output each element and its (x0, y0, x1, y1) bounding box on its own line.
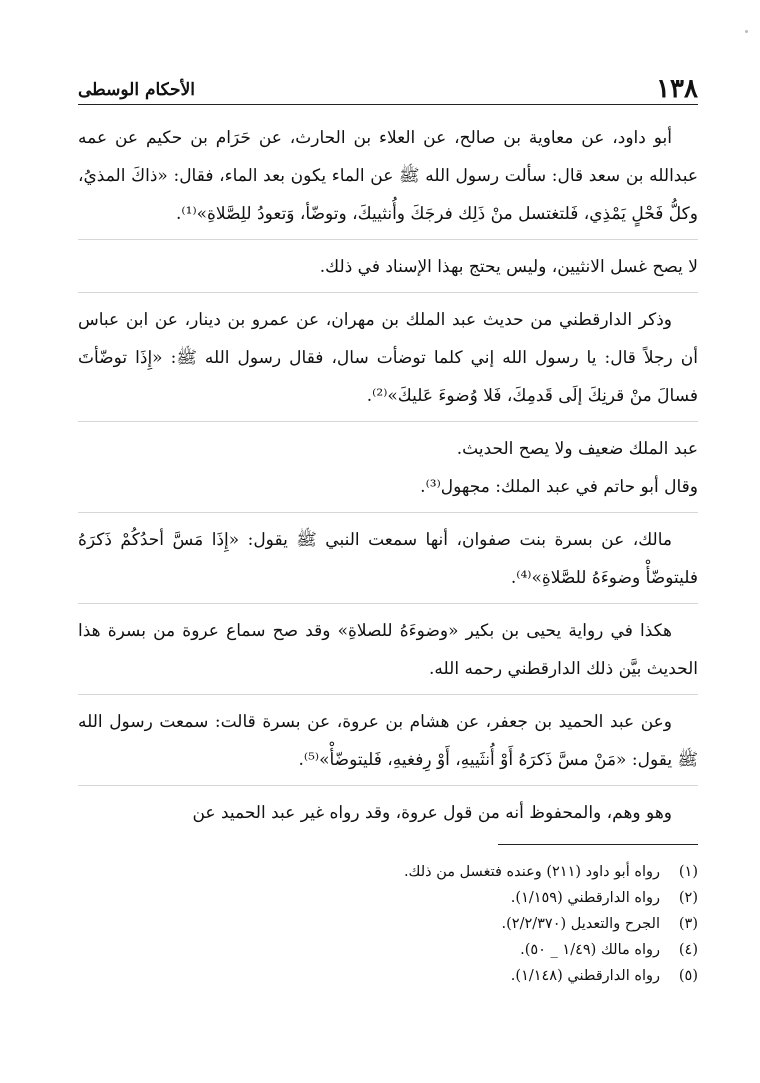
paragraph-divider (78, 421, 698, 422)
footnote-rule (498, 844, 698, 845)
footnote-text: الجرح والتعديل (٢/٢/٣٧٠). (501, 916, 660, 932)
scan-speck (745, 30, 748, 33)
paragraph-divider (78, 239, 698, 240)
footnote-text: رواه مالك (١/٤٩ _ ٥٠). (520, 942, 660, 958)
paragraph-divider (78, 512, 698, 513)
footnote-number: (١) (678, 864, 698, 880)
footnote-number: (٣) (678, 916, 698, 932)
paragraph: هكذا في رواية يحيى بن بكير «وضوءَهُ للصلاةِ» وقد صح سماع عروة من بسرة هذا الحديث بيَّن ذلك الدارقطني رحمه الله. (78, 621, 698, 679)
paragraph: عبد الملك ضعيف ولا يصح الحديث. (456, 439, 698, 459)
footnotes (78, 859, 698, 989)
page-header (78, 66, 698, 105)
footnote-number: (٤) (678, 942, 698, 958)
footnote (78, 859, 698, 885)
footnote-text: رواه الدارقطني (١/١٥٩). (510, 890, 660, 906)
paragraph-divider (78, 603, 698, 604)
paragraph-divider (78, 785, 698, 786)
footnote-text: رواه أبو داود (٢١١) وعنده فتغسل من ذلك. (403, 864, 660, 880)
main-text (78, 119, 698, 832)
footnote-number: (٥) (678, 968, 698, 984)
paragraph: أبو داود، عن معاوية بن صالح، عن العلاء بن الحارث، عن حَرَام بن حكيم عن عمه عبدالله بن سعد قال: سألت رسول الله ﷺ عن الماء يكون بعد الماء، فقال: «ذاكَ المذيُ، وكلُّ فَحْلٍ يَمْذِي، فَلتغتسل منْ ذَلِك فرجَكَ وأُنثييكَ، وتوضّأ، وَتعودُ للِصَّلاةِ»⁽¹⁾. (78, 128, 698, 224)
book-page (78, 66, 698, 989)
paragraph: مالك، عن بسرة بنت صفوان، أنها سمعت النبي ﷺ يقول: «إِذَا مَسَّ أحدُكُمْ ذَكرَهُ فليتوضّأْ وضوءَهُ للصَّلاةِ»⁽⁴⁾. (78, 530, 698, 588)
paragraph: وقال أبو حاتم في عبد الملك: مجهول⁽³⁾. (420, 477, 698, 497)
paragraph-divider (78, 694, 698, 695)
footnote (78, 911, 698, 937)
paragraph: لا يصح غسل الانثيين، وليس يحتج بهذا الإسناد في ذلك. (319, 257, 698, 277)
footnote (78, 963, 698, 989)
paragraph-divider (78, 292, 698, 293)
page-number: ١٣٨ (656, 74, 698, 104)
paragraph: وهو وهم، والمحفوظ أنه من قول عروة، وقد رواه غير عبد الحميد عن (192, 803, 672, 823)
footnote-text: رواه الدارقطني (١/١٤٨). (510, 968, 660, 984)
paragraph: وعن عبد الحميد بن جعفر، عن هشام بن عروة، عن بسرة قالت: سمعت رسول الله ﷺ يقول: «مَنْ مسَّ ذَكرَهُ أَوْ أُنثَييهِ، أَوْ رِفغيهِ، فَليتوضّأْ»⁽⁵⁾. (78, 712, 698, 770)
footnote (78, 937, 698, 963)
footnote (78, 885, 698, 911)
footnote-number: (٢) (678, 890, 698, 906)
running-title: الأحكام الوسطى (78, 80, 195, 100)
paragraph: وذكر الدارقطني من حديث عبد الملك بن مهران، عن عمرو بن دينار، عن ابن عباس أن رجلاً قال: يا رسول الله إني كلما توضأت سال، فقال رسول الله ﷺ: «إِذَا توضّأتَ فسالَ منْ قرنِكَ إلَى قَدمِكَ، فَلا وُضوءَ عَليكَ»⁽²⁾. (78, 310, 698, 406)
